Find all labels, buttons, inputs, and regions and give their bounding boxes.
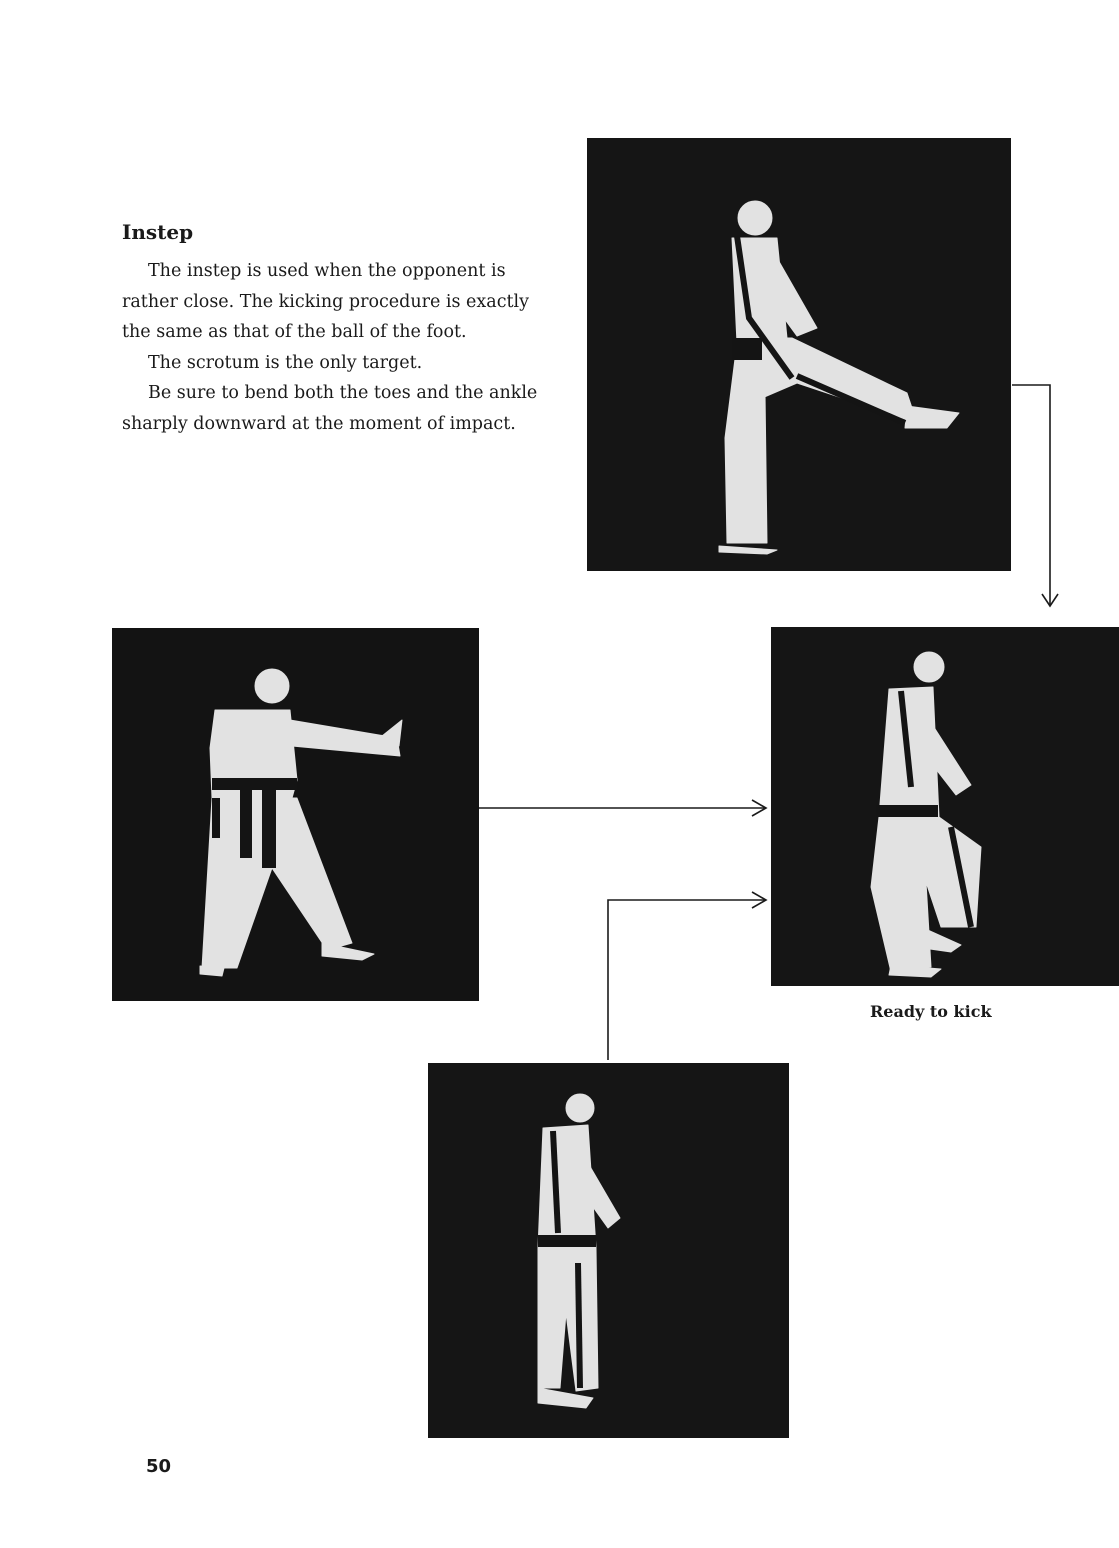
section-body <box>122 256 547 439</box>
paragraph: The scrotum is the only target. <box>148 352 423 373</box>
paragraph: Be sure to bend both the toes and the ankle sharply downward at the moment of impact. <box>122 383 538 434</box>
paragraph: The instep is used when the opponent is rather close. The kicking procedure is exactly the same as that of the ball of the foot. <box>122 261 530 342</box>
photo-caption: Ready to kick <box>870 1002 992 1021</box>
page-number: 50 <box>146 1456 172 1477</box>
arrow-kick-to-ready <box>1012 385 1050 606</box>
photo-instep-kick <box>587 138 1011 571</box>
photo-fighting-stance <box>112 628 479 1001</box>
arrow-standing-to-ready <box>608 900 765 1060</box>
section-heading: Instep <box>122 220 194 244</box>
photo-ready-to-kick <box>771 627 1119 986</box>
photo-standing-start <box>428 1063 789 1438</box>
